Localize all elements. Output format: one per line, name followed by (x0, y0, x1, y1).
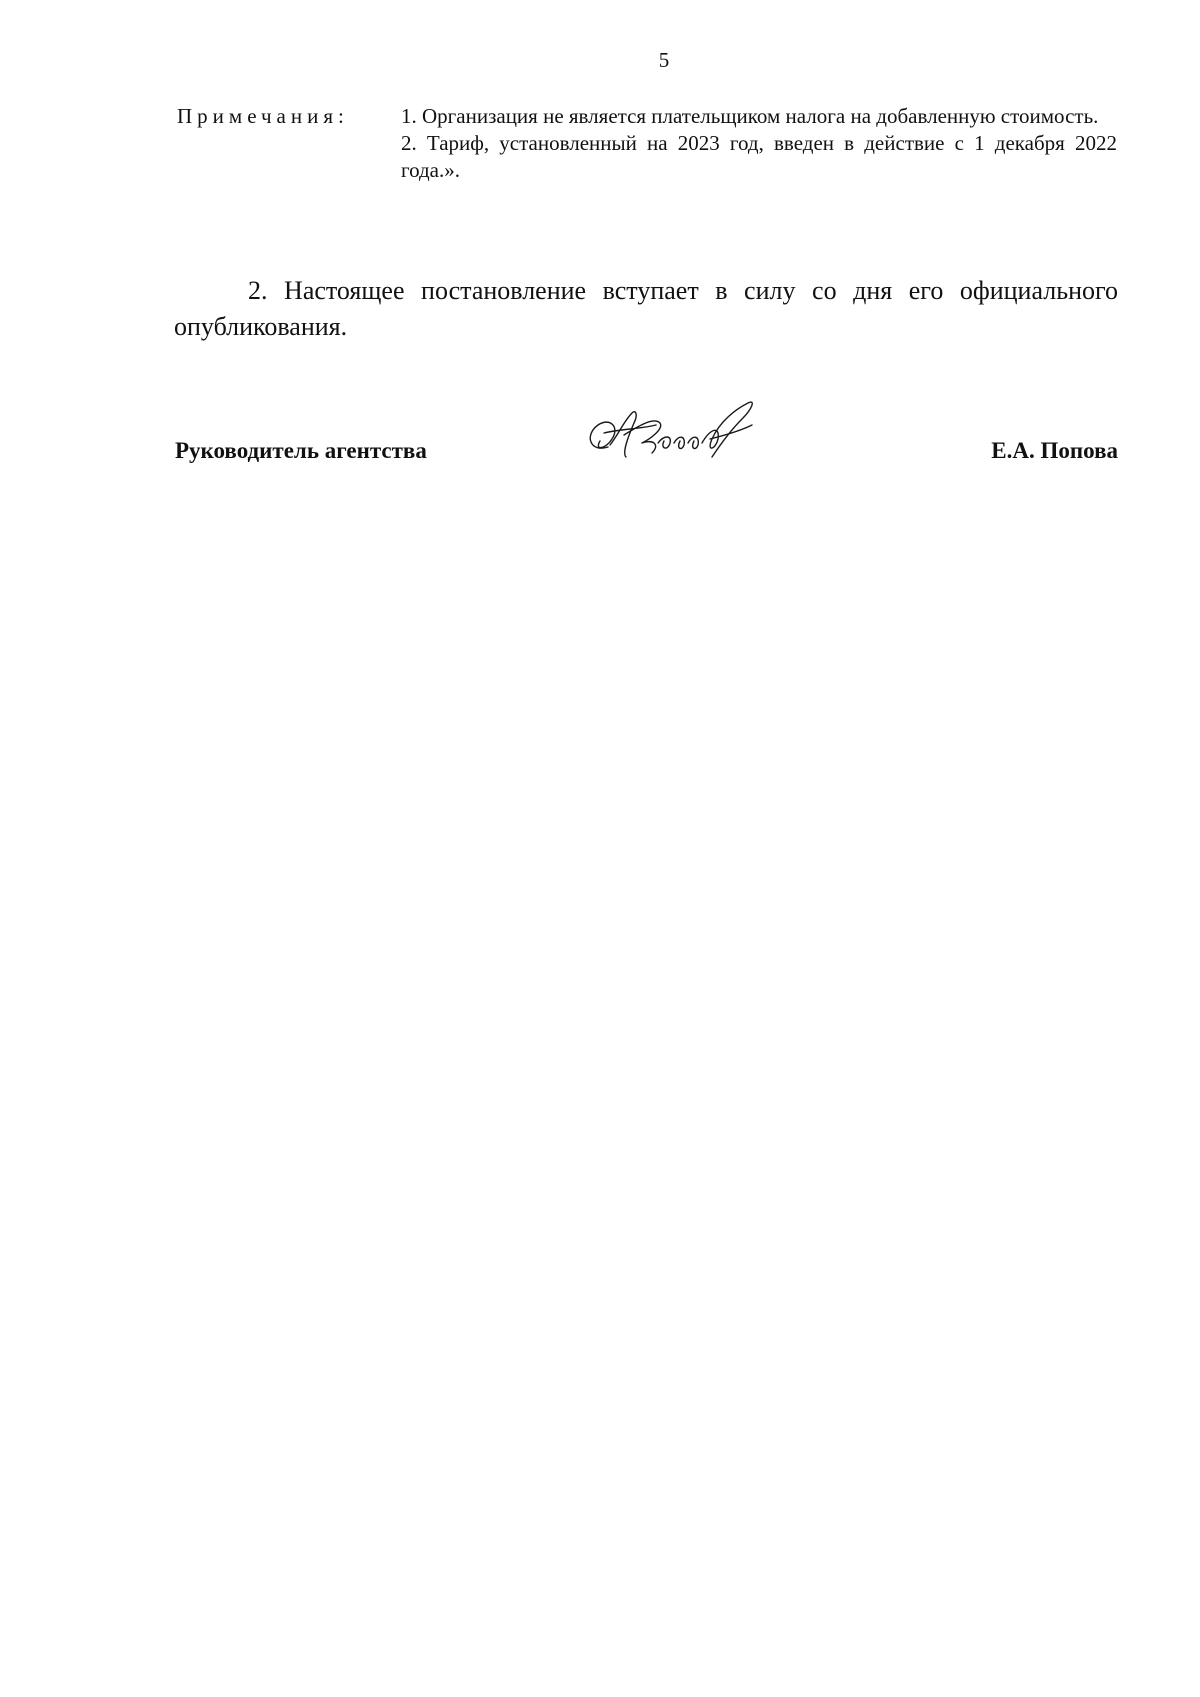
signatory-name: Е.А. Попова (991, 438, 1118, 463)
notes-label: Примечания: (177, 104, 349, 128)
handwritten-signature (580, 395, 780, 475)
page-number: 5 (658, 48, 670, 72)
signatory-position: Руководитель агентства (175, 438, 427, 463)
note-item-2: 2. Тариф, установленный на 2023 год, введен в действие с 1 декабря 2022 года.». (401, 131, 1117, 182)
notes-body (401, 103, 1117, 184)
notes-section (177, 103, 1117, 184)
note-item-1: 1. Организация не является плательщиком налога на добавленную стоимость. (401, 104, 1099, 128)
effective-date-paragraph: 2. Настоящее постановление вступает в силу со дня его официального опубликования. (174, 276, 1118, 341)
